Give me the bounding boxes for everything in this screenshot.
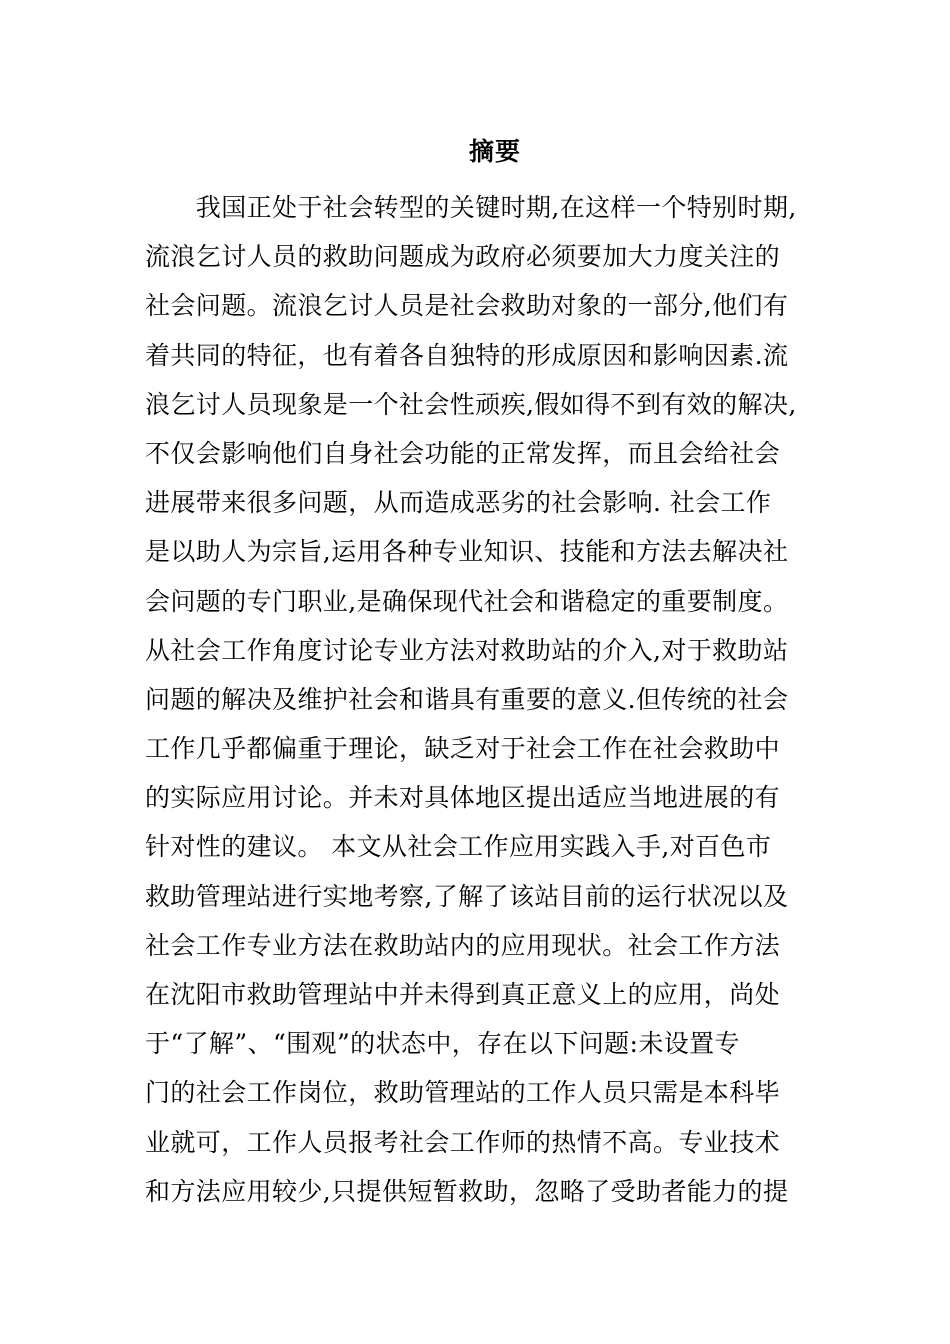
text-line: 不仅会影响他们自身社会功能的正常发挥，而且会给社会 <box>145 438 781 468</box>
text-line: 门的社会工作岗位，救助管理站的工作人员只需是本科毕 <box>145 1078 781 1108</box>
text-line: 流浪乞讨人员的救助问题成为政府必须要加大力度关注的 <box>145 242 781 272</box>
text-line: 问题的解决及维护社会和谐具有重要的意义.但传统的社会 <box>145 684 789 714</box>
text-line: 针对性的建议。 本文从社会工作应用实践入手,对百色市 <box>145 832 772 862</box>
text-line: 和方法应用较少,只提供短暂救助，忽略了受助者能力的提 <box>145 1176 789 1206</box>
text-line: 会问题的专门职业,是确保现代社会和谐稳定的重要制度。 <box>145 586 789 616</box>
text-line: 是以助人为宗旨,运用各种专业知识、技能和方法去解决社 <box>145 537 789 567</box>
text-line: 业就可，工作人员报考社会工作师的热情不高。专业技术 <box>145 1127 781 1157</box>
text-line: 着共同的特征，也有着各自独特的形成原因和影响因素.流 <box>145 340 789 370</box>
text-line: 社会问题。流浪乞讨人员是社会救助对象的一部分,他们有 <box>145 291 789 321</box>
text-line: 社会工作专业方法在救助站内的应用现状。社会工作方法 <box>145 930 781 960</box>
text-line: 于“了解”、“围观”的状态中，存在以下问题:未设置专 <box>145 1029 740 1059</box>
abstract-body <box>145 183 825 1216</box>
text-line: 我国正处于社会转型的关键时期,在这样一个特别时期, <box>145 193 797 222</box>
text-line: 在沈阳市救助管理站中并未得到真正意义上的应用，尚处 <box>145 980 781 1009</box>
text-line: 浪乞讨人员现象是一个社会性顽疾,假如得不到有效的解决, <box>145 389 797 419</box>
text-line: 从社会工作角度讨论专业方法对救助站的介入,对于救助站 <box>145 635 789 665</box>
text-line: 的实际应用讨论。并未对具体地区提出适应当地进展的有 <box>145 783 781 813</box>
page-title: 摘要 <box>468 137 521 166</box>
text-line: 救助管理站进行实地考察,了解了该站目前的运行状况以及 <box>145 881 789 911</box>
text-line: 进展带来很多问题，从而造成恶劣的社会影响. 社会工作 <box>145 488 772 518</box>
text-line: 工作几乎都偏重于理论，缺乏对于社会工作在社会救助中 <box>145 734 781 764</box>
